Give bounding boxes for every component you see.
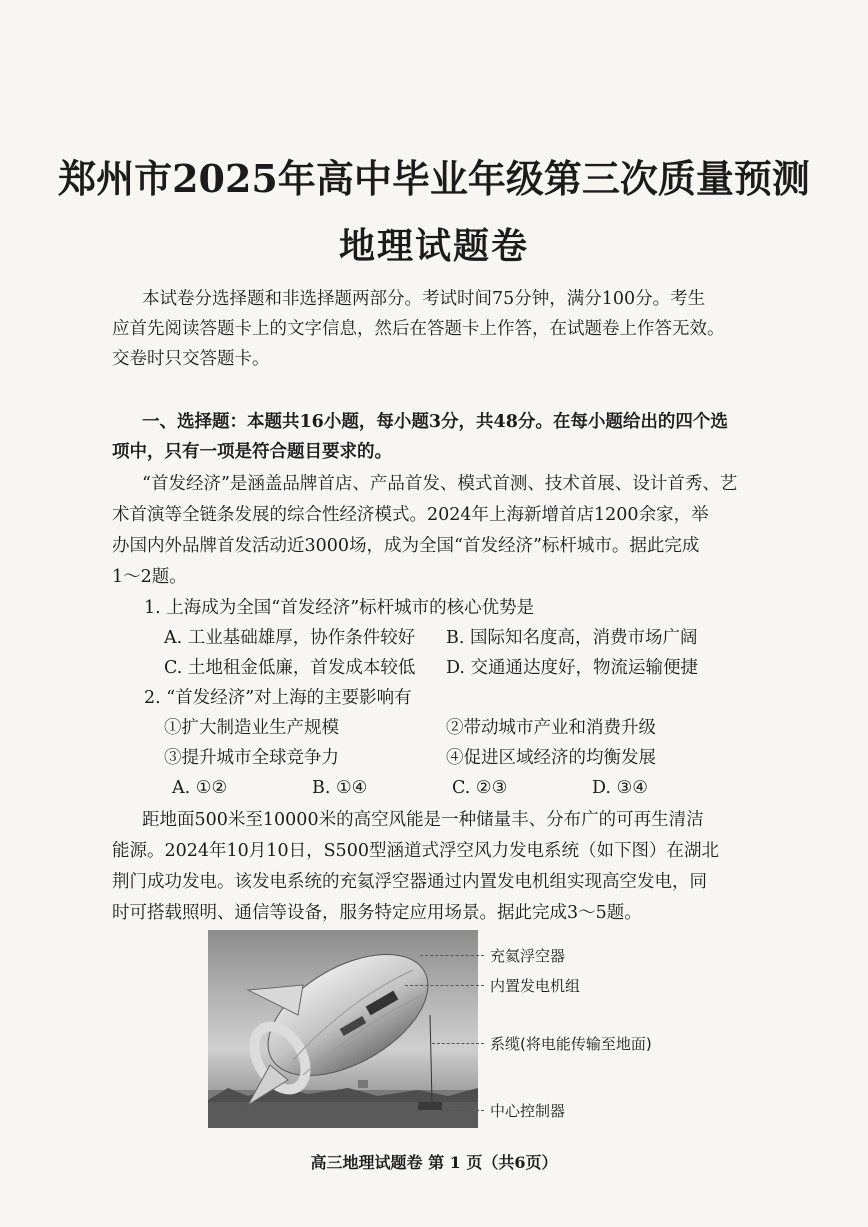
passage2-line-4: 时可搭载照明、通信等设备，服务特定应用场景。据此完成3～5题。 bbox=[112, 903, 642, 923]
instruction-line-3: 交卷时只交答题卡。 bbox=[112, 349, 270, 369]
q1-option-d: D. 交通通达度好，物流运输便捷 bbox=[446, 658, 699, 678]
passage1-line-1: “首发经济”是涵盖品牌首店、产品首发、模式首测、技术首展、设计首秀、艺 bbox=[142, 474, 738, 494]
aerostat-photo bbox=[208, 930, 478, 1128]
q2-statement-3: ③提升城市全球竞争力 bbox=[164, 748, 339, 768]
q1-option-c: C. 土地租金低廉，首发成本较低 bbox=[164, 658, 416, 678]
passage2-line-2: 能源。2024年10月10日，S500型涵道式浮空风力发电系统（如下图）在湖北 bbox=[112, 841, 719, 861]
section-header-line-2: 项中，只有一项是符合题目要求的。 bbox=[112, 442, 392, 462]
label-tether: 系缆(将电能传输至地面) bbox=[490, 1035, 652, 1053]
q2-statement-2: ②带动城市产业和消费升级 bbox=[446, 718, 656, 738]
q2-statement-1: ①扩大制造业生产规模 bbox=[164, 718, 339, 738]
passage1-line-4: 1～2题。 bbox=[112, 567, 187, 587]
q1-stem: 1. 上海成为全国“首发经济”标杆城市的核心优势是 bbox=[144, 598, 535, 618]
label-internal-generator: 内置发电机组 bbox=[490, 977, 581, 995]
subject-title: 地理试题卷 bbox=[338, 225, 529, 267]
passage2-line-1: 距地面500米至10000米的高空风能是一种储量丰、分布广的可再生清洁 bbox=[142, 810, 704, 830]
q2-option-b: B. ①④ bbox=[312, 778, 368, 798]
section-header-line-1: 一、选择题：本题共16小题，每小题3分，共48分。在每小题给出的四个选 bbox=[142, 412, 728, 432]
label-helium-aerostat: 充氦浮空器 bbox=[490, 947, 566, 965]
leader-line-2 bbox=[405, 985, 484, 986]
page-footer: 高三地理试题卷 第 1 页（共6页） bbox=[310, 1153, 558, 1172]
instruction-line-2: 应首先阅读答题卡上的文字信息，然后在答题卡上作答，在试题卷上作答无效。 bbox=[112, 319, 725, 339]
leader-line-1 bbox=[420, 955, 484, 956]
aerostat-illustration bbox=[208, 930, 478, 1128]
q2-option-a: A. ①② bbox=[172, 778, 228, 798]
q1-option-a: A. 工业基础雄厚，协作条件较好 bbox=[164, 628, 416, 648]
passage2-line-3: 荆门成功发电。该发电系统的充氦浮空器通过内置发电机组实现高空发电，同 bbox=[112, 872, 707, 892]
ground-controller bbox=[418, 1102, 442, 1110]
tether-cable bbox=[430, 1015, 432, 1102]
exam-title: 郑州市2025年高中毕业年级第三次质量预测 bbox=[58, 156, 810, 201]
q2-statement-4: ④促进区域经济的均衡发展 bbox=[446, 748, 656, 768]
instruction-line-1: 本试卷分选择题和非选择题两部分。考试时间75分钟，满分100分。考生 bbox=[142, 289, 706, 309]
q2-stem: 2. “首发经济”对上海的主要影响有 bbox=[144, 688, 412, 708]
passage1-line-3: 办国内外品牌首发活动近3000场，成为全国“首发经济”标杆城市。据此完成 bbox=[112, 536, 700, 556]
q2-option-c: C. ②③ bbox=[452, 778, 508, 798]
q1-option-b: B. 国际知名度高，消费市场广阔 bbox=[446, 628, 698, 648]
q2-option-d: D. ③④ bbox=[592, 778, 648, 798]
leader-line-4 bbox=[442, 1110, 484, 1111]
upper-fin bbox=[248, 985, 303, 1015]
passage1-line-2: 术首演等全链条发展的综合性经济模式。2024年上海新增首店1200余家，举 bbox=[112, 505, 709, 525]
label-central-controller: 中心控制器 bbox=[490, 1102, 566, 1120]
leader-line-3 bbox=[432, 1043, 484, 1044]
